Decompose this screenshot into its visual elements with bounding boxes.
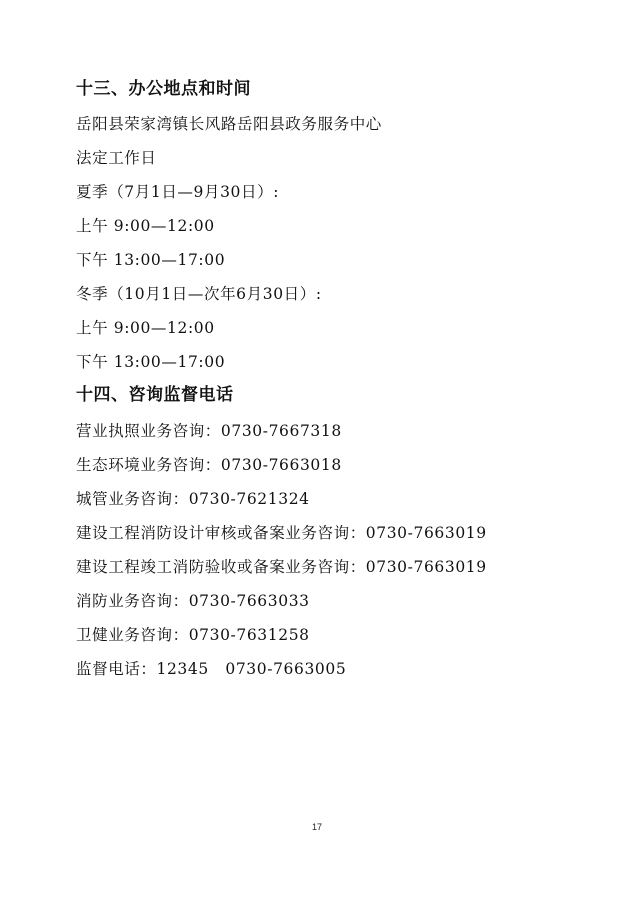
hotline-item: 营业执照业务咨询：0730-7667318 [76,422,342,440]
section-heading-consultation-hotlines: 十四、咨询监督电话 [76,385,234,405]
hotline-item: 消防业务咨询：0730-7663033 [76,592,310,610]
workdays-text: 法定工作日 [76,149,157,167]
hotline-item: 生态环境业务咨询：0730-7663018 [76,456,342,474]
winter-afternoon-hours: 下午 13:00—17:00 [76,353,226,371]
page-number: 17 [311,822,322,832]
hotline-item: 卫健业务咨询：0730-7631258 [76,626,310,644]
summer-schedule-label: 夏季（7月1日—9月30日）: [76,183,280,201]
hotline-item: 建设工程消防设计审核或备案业务咨询：0730-7663019 [76,524,487,542]
summer-afternoon-hours: 下午 13:00—17:00 [76,251,226,269]
supervision-hotline: 监督电话：12345 0730-7663005 [76,660,347,678]
winter-morning-hours: 上午 9:00—12:00 [76,319,215,337]
hotline-item: 建设工程竣工消防验收或备案业务咨询：0730-7663019 [76,558,487,576]
winter-schedule-label: 冬季（10月1日—次年6月30日）: [76,285,322,303]
hotline-item: 城管业务咨询：0730-7621324 [76,490,310,508]
section-heading-office-location-hours: 十三、办公地点和时间 [76,79,251,99]
summer-morning-hours: 上午 9:00—12:00 [76,217,215,235]
office-address: 岳阳县荣家湾镇长风路岳阳县政务服务中心 [76,115,382,133]
